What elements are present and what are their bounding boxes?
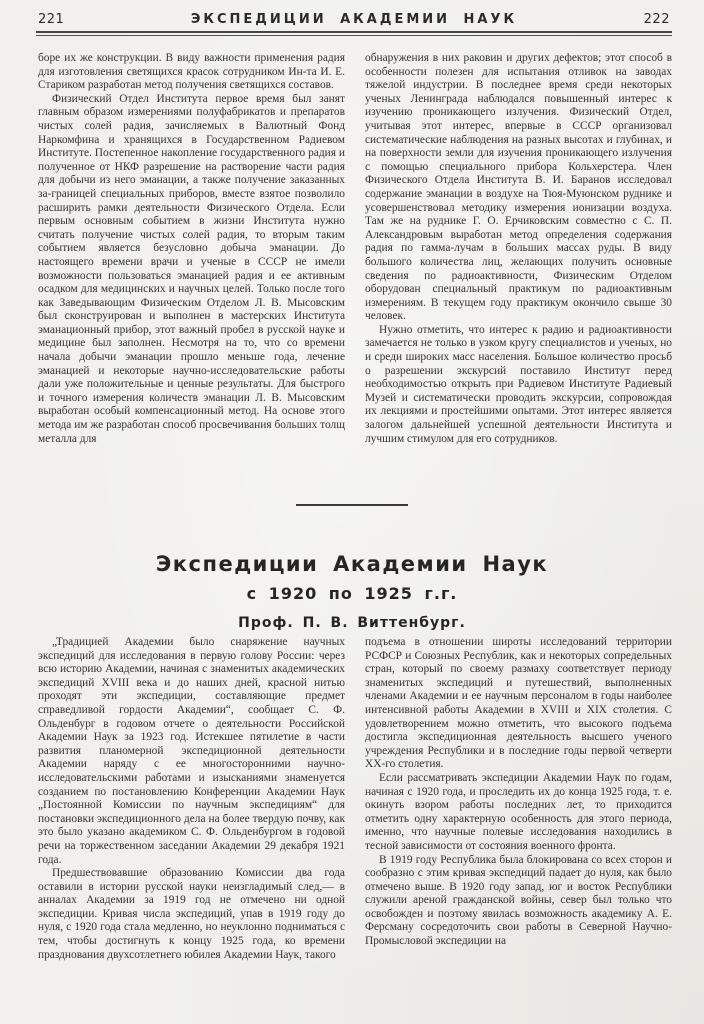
left-page-number: 221: [38, 12, 65, 27]
paragraph: боре их же конструкции. В виду важности применения радия для изготовления светящихся красок сотрудником Ин-та И. Е. Стариком разработан метод получения светящихся составов.: [38, 52, 345, 92]
page-header: [38, 12, 670, 27]
right-page-number: 222: [643, 12, 670, 27]
top-left-column: [38, 52, 345, 508]
paragraph: обнаружения в них раковин и других дефектов; этот способ в особенности полезен для испытания отливок на заводах тяжелой индустрии. В последнее время среди некоторых ученых Ленинграда наблюдался повышенный интерес к изучению проникающего излучения. Физический Отдел, учитывая этот интерес, впервые в СССР организовал систематические наблюдения на разных высотах и глубинах, и на поверхности земли для изучения проникающего излучения с помощью специального прибора Кольхерстера. Член Физического Отдела Института В. И. Баранов исследовал содержание эманации в воздухе на Тюя-Муюнском руднике и усовершенствовал методику измерения ионизации воздуха. Там же на руднике Г. О. Ерчиковским совместно с С. П. Александровым выработан метод определения содержания радия по гамма-лучам в больших массах руды. В виду большого количества лиц, желающих получить основные сведения по радиоактивности, Физическим Отделом оборудован специальный практикум по радиоактивным измерениям. В текущем году практикум окончило свыше 30 человек.: [365, 52, 672, 323]
top-right-column: [365, 52, 672, 508]
bottom-right-column: [365, 636, 672, 1022]
top-text-section: [38, 52, 672, 508]
paragraph: подъема в отношении широты исследований территории РСФСР и Союзных Республик, как и некоторых сопредельных стран, который по своему размаху соответствует периоду знаменитых экспедиций и путешествий, выполненных членами Академии и ее научным персоналом в годы наиболее интенсивной работы Академии в XVIII и XIX столетия. С удовлетворением можно отметить, что высокого подъема достигла экспедиционная деятельность высшего ученого учреждения Республики и в последние годы первой четверти XX-го столетия.: [365, 636, 672, 771]
bottom-text-section: [38, 636, 672, 1022]
paragraph: Предшествовавшие образованию Комиссии два года оставили в истории русской науки неизгладимый след,— в анналах Академии за 1919 год не отмечено ни одной экспедиции. Кривая числа экспедиций, упав в 1919 году до нуля, с 1920 года стала медленно, но неуклонно подниматься с тем, чтобы достигнуть к концу 1925 года, ко времени празднования двухсотлетнего юбилея Академии Наук, такого: [38, 867, 345, 961]
paragraph: Если рассматривать экспедиции Академии Наук по годам, начиная с 1920 года, и проследить их до конца 1925 года, т. е. окинуть взором работы последних лет, то приходится отметить одну характерную особенность для этого периода, именно, что научные полевые исследования находились в тесной зависимости от состояния военного фронта.: [365, 771, 672, 852]
article-author: Проф. П. В. Виттенбург.: [238, 615, 466, 631]
running-head-title: ЭКСПЕДИЦИИ АКАДЕМИИ НАУК: [190, 12, 518, 27]
bottom-left-column: [38, 636, 345, 1022]
header-double-rule: [36, 31, 672, 36]
paragraph: В 1919 году Республика была блокирована со всех сторон и сообразно с этим кривая экспедиций падает до нуля, как было отмечено выше. В 1920 году запад, юг и восток Республики служили ареной гражданской войны, север был только что освобожден и поэтому явилась возможность академику А. Е. Ферсману сосредоточить свои работы в Северной Научно-Промысловой экспедиции на: [365, 853, 672, 948]
article-title: Экспедиции Академии Наук: [155, 552, 549, 576]
paragraph: Нужно отметить, что интерес к радию и радиоактивности замечается не только в узком кругу специалистов и ученых, но и среди широких масс населения. Большое количество просьб о разрешении экскурсий поставило Институт перед необходимостью открыть при Радиевом Институте Радиевый Музей и систематически проводить экскурсии, сопровождая их лекциями и простейшими опытами. Этот интерес является залогом дальнейшей успешной деятельности Института и лучшим стимулом для его сотрудников.: [365, 323, 672, 445]
article-heading: [0, 552, 704, 632]
paragraph: „Традицией Академии было снаряжение научных экспедиций для исследования в первую голову России: через всю историю Академии, начиная с знаменитых академических экспедиций XVIII века и до наших дней, красной нитью проходят эти экспедиции, составляющие предмет справедливой гордости Академии“, сообщает С. Ф. Ольденбург в годовом отчете о деятельности Российской Академии Наук за 1923 год. Истекшее пятилетие в части развития планомерной экспедиционной деятельности Академии наряду с ее многосторонними научно-исследовательскими работами и изысканиями знаменуется созданием по постановлению Конференции Академии Наук „Постоянной Комиссии по научным экспедициям“ для постановки экспедиционного дела на более твердую почву, как это было указано академиком С. Ф. Ольденбургом в годовой речи на торжественном заседании Академии 29 декабря 1921 года.: [38, 636, 345, 866]
section-divider-rule: [296, 504, 408, 506]
article-subtitle: с 1920 по 1925 г.г.: [246, 584, 458, 603]
paragraph: Физический Отдел Института первое время был занят главным образом измерениями полуфабрикатов и препаратов чистых солей радия, зачисляемых в Валютный Фонд Наркомфина и хранящихся в Государственном Радиевом Институте. Постепенное накопление государственного радия и полученное от НКФ разрешение на растворение части радия для добычи из него эманации, а также получение заказанных за-границей специальных приборов, вместе взятое позволило расширить рамки деятельности Физического Отдела. Если первым основным событием в жизни Института нужно считать получение чистых солей радия, то вторым таким событием является безусловно добыча эманации. До настоящего времени врачи и ученые в СССР не имели возможности пользоваться эманацией радия и ее активным осадком для медицинских и научных целей. Только после того как Заведывающим Физическим Отделом Л. В. Мысовским был сконструирован и выполнен в мастерских Института эманационный прибор, этот важный пробел в русской науке и медицине был заполнен. Несмотря на то, что со времени начала добычи эманации прошло меньше года, лечение эманацией и некоторые научно-исследовательские работы дали уже положительные и ценные результаты. Для быстрого и точного измерения количеств эманации Л. В. Мысовским выработан особый компенсационный метод. На основе этого метода им же разработан способ просвечивания больших толщ металла для: [38, 92, 345, 445]
